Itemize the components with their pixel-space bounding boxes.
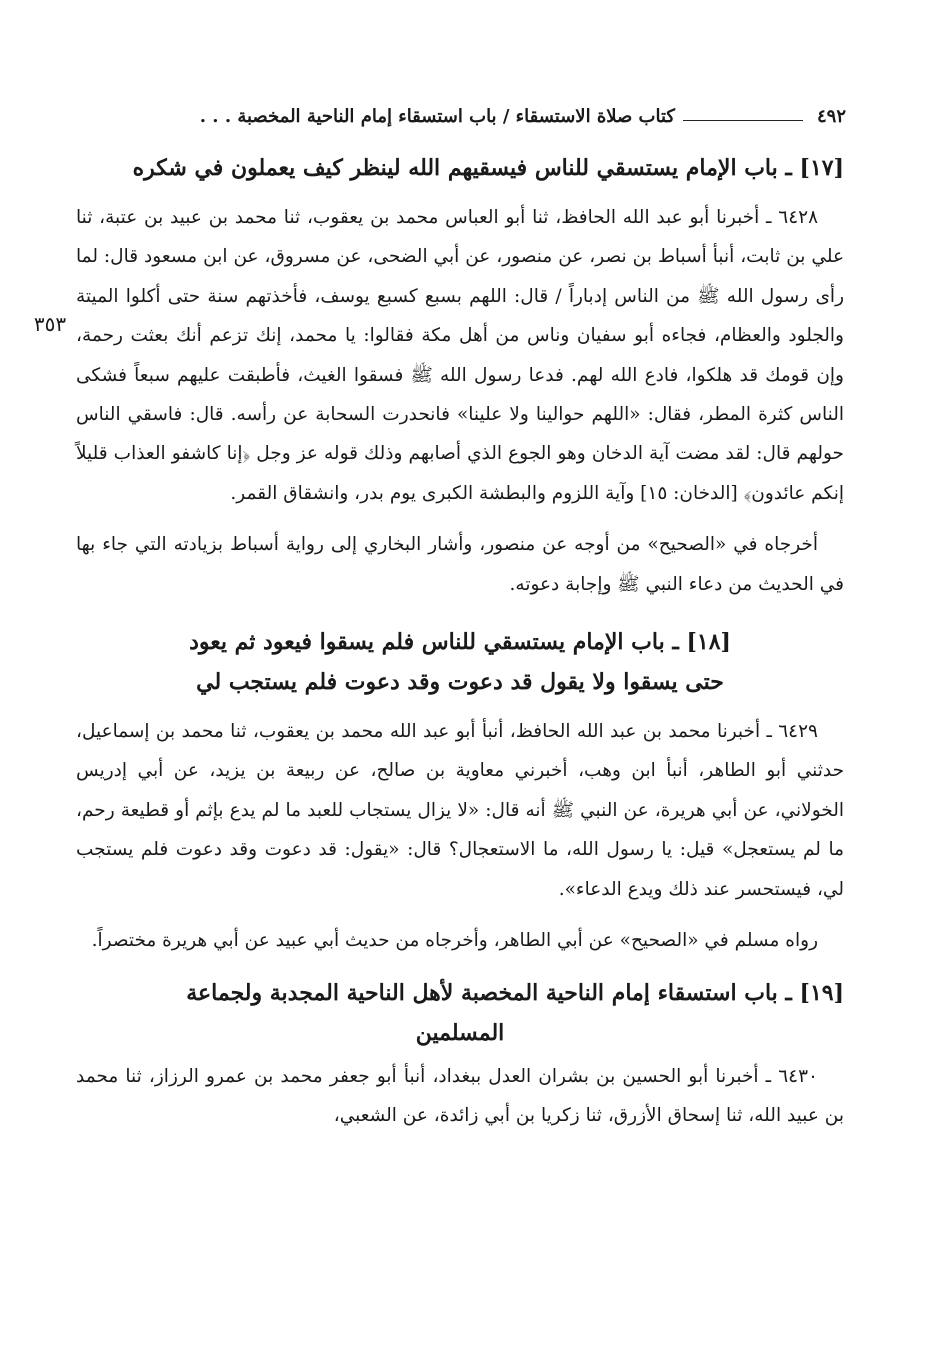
running-title: كتاب صلاة الاستسقاء / باب استسقاء إمام الناحية المخصبة . . . <box>199 106 675 127</box>
page-number: ٤٩٢ <box>816 106 846 127</box>
hadith-6428: ٦٤٢٨ ـ أخبرنا أبو عبد الله الحافظ، ثنا أبو العباس محمد بن يعقوب، ثنا محمد بن عبيد بن عتبة، ثنا علي بن ثابت، أنبأ أسباط بن نصر، عن منصور، عن أبي الضحى، عن مسروق، عن ابن مسعود قال: لما رأى رسول الله ﷺ من الناس إدباراً / قال: اللهم بسبع كسبع يوسف، فأخذتهم سنة حتى أكلوا الميتة والجلود والعظام، فجاءه أبو سفيان وناس من أهل مكة فقالوا: يا محمد، إنك تزعم أنك بعثت رحمة، وإن قومك قد هلكوا، فادع الله لهم. فدعا رسول الله ﷺ فسقوا الغيث، فأطبقت عليهم سبعاً فشكى الناس كثرة المطر، فقال: «اللهم حوالينا ولا علينا» فانحدرت السحابة عن رأسه. قال: فاسقي الناس حولهم قال: لقد مضت آية الدخان وهو الجوع الذي أصابهم وذلك قوله عز وجل ﴿إنا كاشفو العذاب قليلاً إنكم عائدون﴾ [الدخان: ١٥] وآية اللزوم والبطشة الكبرى يوم بدر، وانشقاق القمر. <box>76 207 844 504</box>
commentary-6428: أخرجاه في «الصحيح» من أوجه عن منصور، وأشار البخاري إلى رواية أسباط بزيادته التي جاء بها في الحديث من دعاء النبي ﷺ وإجابة دعوته. <box>76 534 844 595</box>
chapter-heading-18-line1: [١٨] ـ باب الإمام يستسقي للناس فلم يسقوا فيعود ثم يعود <box>189 629 731 656</box>
chapter-heading-19-line2: المسلمين <box>415 1019 505 1046</box>
chapter-heading-19-line1: [١٩] ـ باب استسقاء إمام الناحية المخصبة لأهل الناحية المجدبة ولجماعة <box>186 979 844 1006</box>
header-rule <box>683 120 803 121</box>
hadith-6429: ٦٤٢٩ ـ أخبرنا محمد بن عبد الله الحافظ، أنبأ أبو عبد الله محمد بن يعقوب، ثنا محمد بن إسماعيل، حدثني أبو الطاهر، أنبأ ابن وهب، أخبرني معاوية بن صالح، عن ربيعة بن يزيد، عن أبي إدريس الخولاني، عن أبي هريرة، عن النبي ﷺ أنه قال: «لا يزال يستجاب للعبد ما لم يدع بإثم أو قطيعة رحم، ما لم يستعجل» قيل: يا رسول الله، ما الاستعجال؟ قال: «يقول: قد دعوت وقد دعوت فلم يستجب لي، فيستحسر عند ذلك ويدع الدعاء». <box>76 721 844 900</box>
hadith-6430: ٦٤٣٠ ـ أخبرنا أبو الحسين بن بشران العدل ببغداد، أنبأ أبو جعفر محمد بن عمرو الرزاز، ثنا محمد بن عبيد الله، ثنا إسحاق الأزرق، ثنا زكريا بن أبي زائدة، عن الشعبي، <box>76 1065 844 1126</box>
page-body <box>76 148 844 1147</box>
running-header <box>88 106 846 127</box>
chapter-heading-18-line2: حتى يسقوا ولا يقول قد دعوت وقد دعوت فلم يستجب لي <box>196 669 724 696</box>
chapter-heading-18 <box>76 622 844 702</box>
chapter-heading-19 <box>76 973 844 1053</box>
chapter-heading-17: [١٧] ـ باب الإمام يستسقي للناس فيسقيهم الله لينظر كيف يعملون في شكره <box>132 155 844 181</box>
margin-reference: ٣٥٣ <box>33 312 67 336</box>
commentary-6429: رواه مسلم في «الصحيح» عن أبي الطاهر، وأخرجاه من حديث أبي عبيد عن أبي هريرة مختصراً. <box>91 930 818 952</box>
